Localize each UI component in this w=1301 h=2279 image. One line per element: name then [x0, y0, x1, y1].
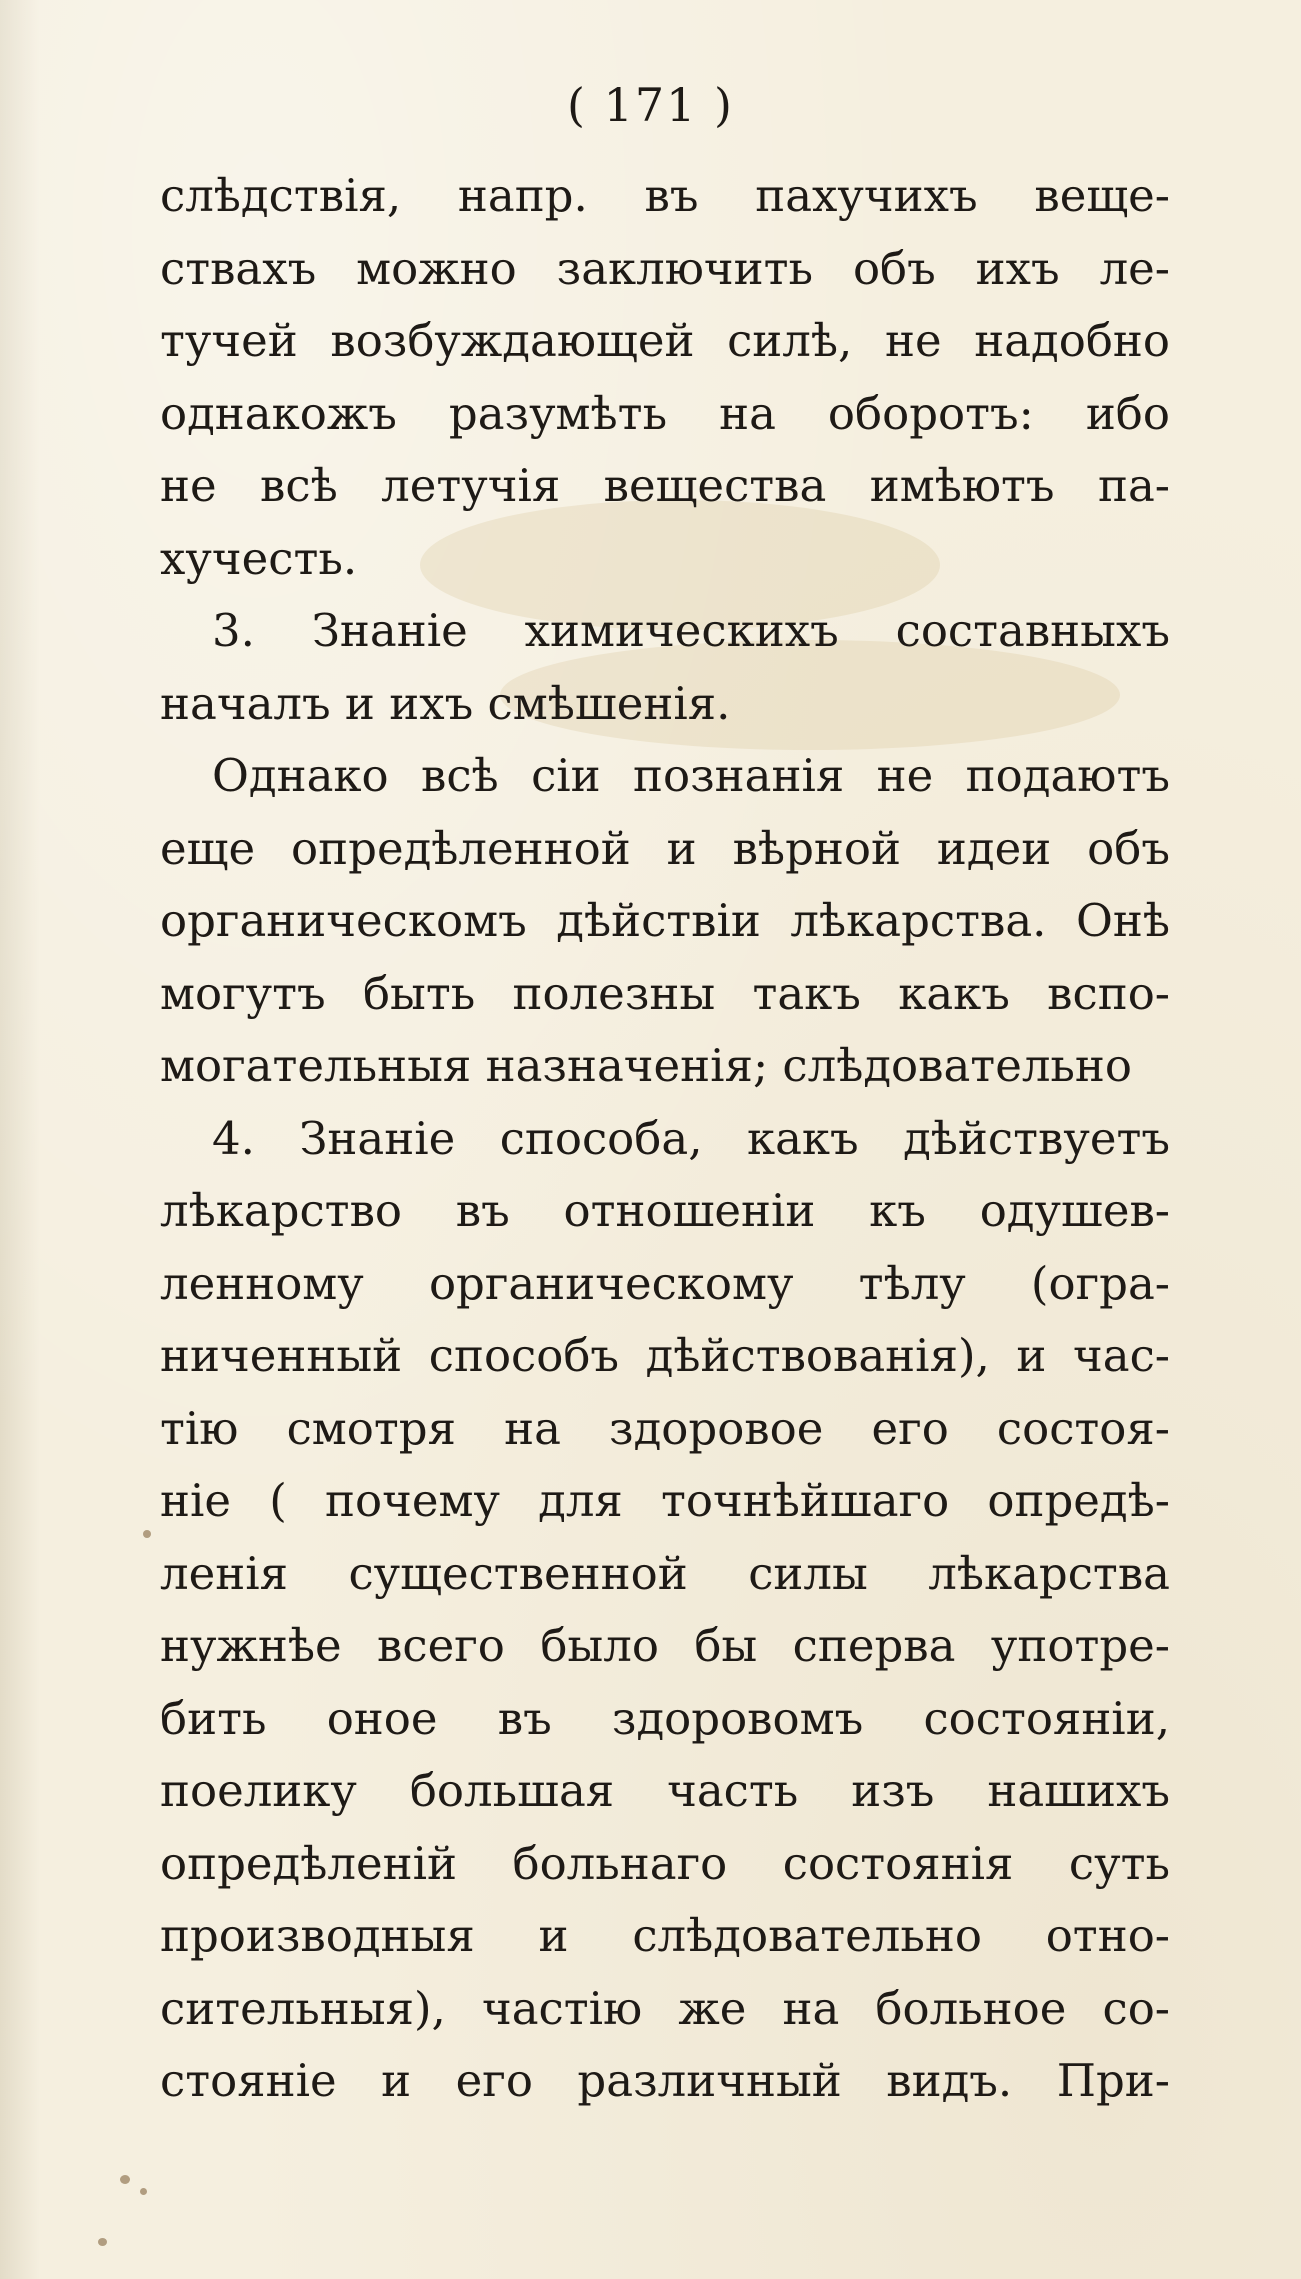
text-line: Однако всѣ сіи познанія не подаютъ	[212, 749, 1170, 802]
text-line: сительныя), частію же на больное со-	[160, 1981, 1170, 2035]
text-line: слѣдствія, напр. въ пахучихъ веще-	[160, 169, 1170, 222]
text-line: началъ и ихъ смѣшенія.	[160, 676, 731, 730]
text-line: ствахъ можно заключить объ ихъ ле-	[160, 241, 1170, 295]
text-line: могательныя назначенія; слѣдовательно	[160, 1039, 1133, 1092]
text-line: лѣкарство въ отношеніи къ одушев-	[160, 1184, 1170, 1237]
text-line: тію смотря на здоровое его состоя-	[160, 1401, 1170, 1455]
text-line: 3. Знаніе химическихъ составныхъ	[212, 604, 1170, 657]
text-line: еще опредѣленной и вѣрной идеи объ	[160, 821, 1170, 875]
text-line: органическомъ дѣйствіи лѣкарства. Онѣ	[160, 894, 1170, 947]
body-text	[160, 160, 1170, 2118]
text-line: ніе ( почему для точнѣйшаго опредѣ-	[160, 1474, 1170, 1527]
text-line: нужнѣе всего было бы сперва употре-	[160, 1619, 1170, 1672]
text-line: хучесть.	[160, 531, 358, 585]
text-line: 4. Знаніе способа, какъ дѣйствуетъ	[212, 1111, 1170, 1165]
text-line: ниченный способъ дѣйствованія), и час-	[160, 1329, 1170, 1382]
paper-spot	[143, 1530, 151, 1538]
text-line: однакожъ разумѣть на оборотъ: ибо	[160, 386, 1170, 440]
text-line: ленному органическому тѣлу (огра-	[160, 1256, 1170, 1310]
text-line: производныя и слѣдовательно отно-	[160, 1909, 1170, 1962]
text-line: опредѣленій больнаго состоянія суть	[160, 1836, 1170, 1890]
page-number: ( 171 )	[567, 78, 734, 132]
paper-spot	[140, 2188, 147, 2195]
text-line: могутъ быть полезны такъ какъ вспо-	[160, 966, 1170, 1020]
text-line: не всѣ летучія вещества имѣютъ па-	[160, 459, 1170, 512]
text-line: стояніе и его различный видъ. При-	[160, 2054, 1170, 2107]
text-line: тучей возбуждающей силѣ, не надобно	[160, 314, 1170, 367]
text-line: бить оное въ здоровомъ состояніи,	[160, 1691, 1170, 1745]
text-line: поелику большая часть изъ нашихъ	[160, 1764, 1170, 1817]
paper-spot	[98, 2238, 107, 2246]
text-line: ленія существенной силы лѣкарства	[160, 1546, 1170, 1600]
paper-spot	[120, 2175, 130, 2184]
